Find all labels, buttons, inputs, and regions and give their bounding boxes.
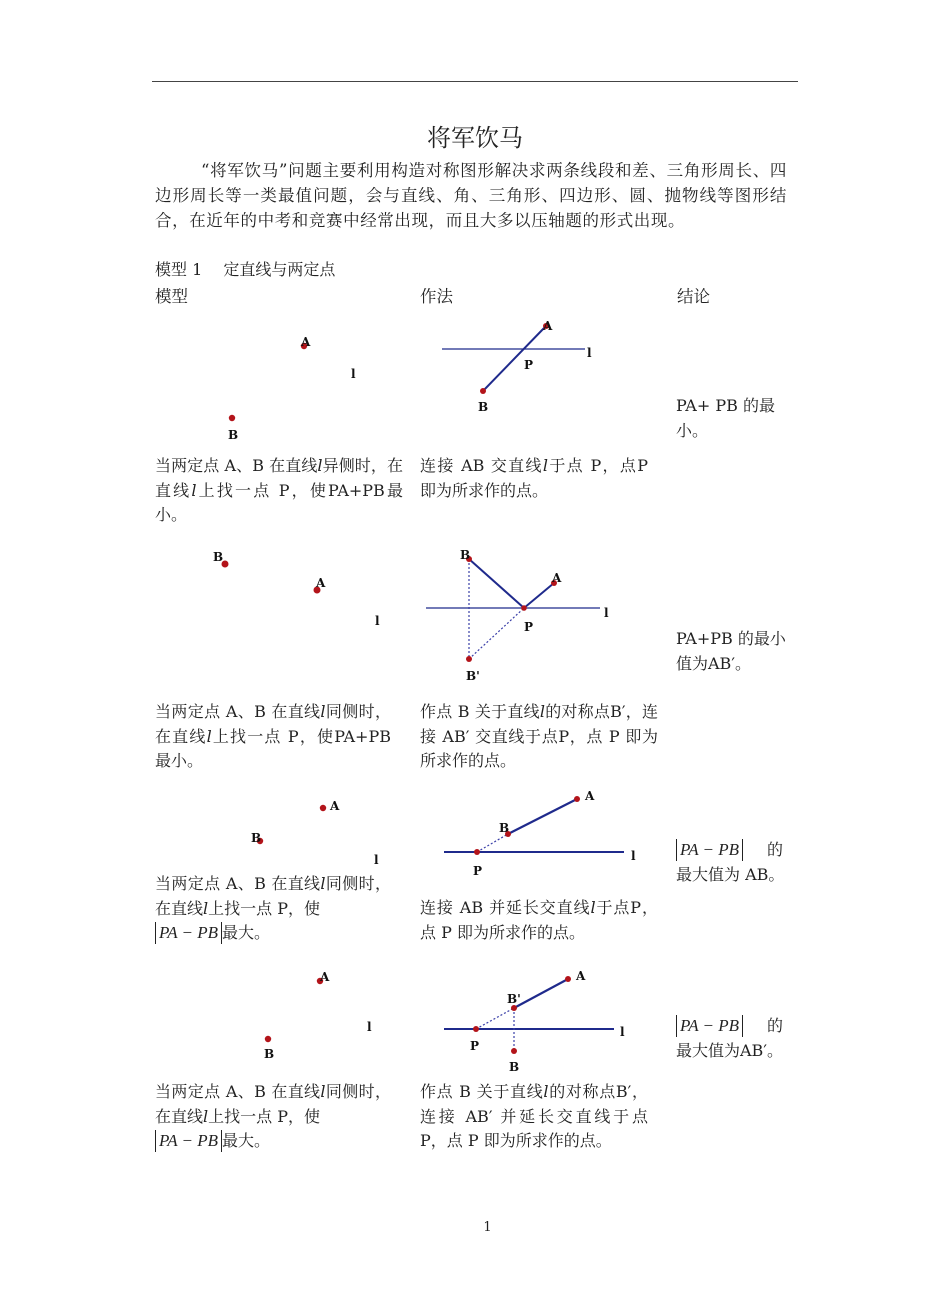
label-Bp: B' [507,992,521,1006]
row1-conclusion: PA+ PB 的最小。 [676,396,775,440]
row1-model-text: 当两定点 A、B 在直线l异侧时，在直线l上找一点 P，使PA+PB最小。 [155,456,403,524]
point-B [229,415,235,421]
label-P: P [470,1039,480,1053]
point-P [521,605,527,611]
row1-model-figure [150,320,410,450]
dotted-PB [477,834,508,852]
header-conclusion: 结论 [677,287,710,306]
row1-method-figure [430,315,610,425]
dotted-PBp [469,608,524,659]
row4-method-figure [430,965,650,1075]
label-A: A [330,799,340,813]
label-B: B [264,1047,275,1061]
label-A: A [585,789,595,803]
row2-model-figure [150,540,410,640]
point-P [473,1026,479,1032]
row4-model-text: 当两定点 A、B 在直线l同侧时，在直线l上找一点 P，使 PA − PB 最大。 [155,1082,391,1150]
header-model: 模型 [155,287,188,306]
label-B: B [509,1060,520,1074]
label-A: A [543,319,553,333]
abs-expression: PA − PB [155,922,222,944]
label-B: B [228,428,239,442]
point-A [574,796,580,802]
row3-method-text: 连接 AB 并延长交直线l于点P，点 P 即为所求作的点。 [420,898,658,942]
row2-method-figure [420,540,620,690]
label-B: B [460,548,471,562]
abs-expression: PA − PB [676,1015,743,1037]
label-A: A [552,571,562,585]
label-l: l [631,849,636,863]
label-B: B [499,821,510,835]
label-Bp: B' [466,669,480,683]
abs-expression: PA − PB [676,839,743,861]
point-B [511,1048,517,1054]
section-title: 模型 1 定直线与两定点 [155,260,336,279]
row3-model-text: 当两定点 A、B 在直线l同侧时，在直线l上找一点 P，使 PA − PB 最大。 [155,874,391,942]
intro-text: “将军饮马”问题主要利用构造对称图形解决求两条线段和差、三角形周长、四边形周长等一类最值问题，会与直线、角、三角形、四边形、圆、抛物线等图形结合，在近年的中考和竞赛中经常出现，而且大多以压轴题的形式出现。 [155,161,787,230]
page-number: 1 [483,1220,492,1235]
point-A [565,976,571,982]
row4-conclusion: PA − PB 的最大值为AB′。 [676,1016,784,1060]
row3-method-figure [430,783,650,883]
row1-method-text: 连接 AB 交直线l于点 P，点P 即为所求作的点。 [420,456,648,500]
header-rule [152,81,798,82]
label-P: P [524,620,534,634]
page-title: 将军饮马 [427,124,523,152]
segment-BP [469,559,524,608]
segment-PA [524,583,554,608]
label-P: P [524,358,534,372]
label-B: B [478,400,489,414]
label-A: A [301,335,311,349]
segment-AB [483,326,546,391]
row2-model-text: 当两定点 A、B 在直线l同侧时，在直线l上找一点 P，使PA+PB 最小。 [155,702,391,770]
point-B [480,388,486,394]
row3-model-figure [150,790,410,870]
intro-paragraph [155,158,787,233]
label-l: l [375,614,380,628]
segment-BpA [514,979,568,1008]
point-Bp [466,656,472,662]
label-P: P [473,864,483,878]
dotted-PBp [476,1008,514,1029]
row4-model-figure [150,965,410,1065]
label-B: B [251,831,262,845]
label-A: A [316,576,326,590]
point-A [320,805,326,811]
abs-expression: PA − PB [155,1130,222,1152]
row2-conclusion: PA+PB 的最小值为AB′。 [676,629,786,673]
label-l: l [351,367,356,381]
point-B [265,1036,271,1042]
label-l: l [374,853,379,867]
label-l: l [367,1020,372,1034]
label-A: A [576,969,586,983]
header-method: 作法 [420,287,453,306]
label-l: l [587,346,592,360]
segment-BA [508,799,577,834]
label-A: A [320,970,330,984]
label-B: B [213,550,224,564]
row4-method-text: 作点 B 关于直线l的对称点B′，连接 AB′ 并延长交直线于点 P，点 P 即为所求作的点。 [420,1082,648,1150]
label-l: l [620,1025,625,1039]
row2-method-text: 作点 B 关于直线l的对称点B′，连接 AB′ 交直线于点P，点 P 即为所求作的点。 [420,702,658,770]
row3-conclusion: PA − PB 的最大值为 AB。 [676,840,785,884]
point-P [474,849,480,855]
label-l: l [604,606,609,620]
